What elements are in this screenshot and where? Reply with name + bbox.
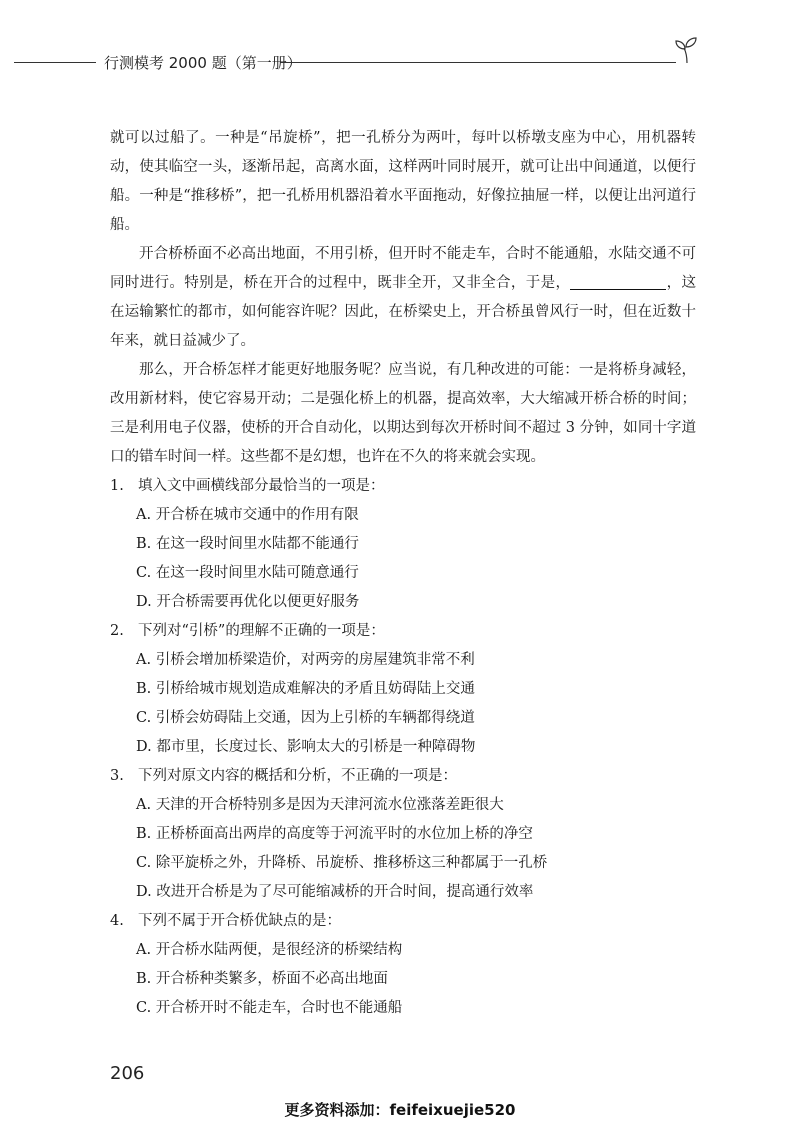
question-stem: 下列对“引桥”的理解不正确的一项是： xyxy=(138,623,385,639)
question-stem: 下列对原文内容的概括和分析，不正确的一项是： xyxy=(138,768,457,784)
header-rule-right xyxy=(280,62,676,63)
question-3 xyxy=(110,762,696,907)
option-a: A. 引桥会增加桥梁造价，对两旁的房屋建筑非常不利 xyxy=(136,652,475,668)
page-body xyxy=(110,124,696,1023)
paragraph: 就可以过船了。一种是“吊旋桥”，把一孔桥分为两叶，每叶以桥墩支座为中心，用机器转动，使其临空一头，逐渐吊起，高离水面，这样两叶同时展开，就可让出中间通道，以便行船。一种是“推移桥”，把一孔桥用机器沿着水平面拖动，好像拉抽屉一样，以便让出河道行船。 xyxy=(110,130,696,233)
question-4 xyxy=(110,907,696,1023)
option-c: C. 在这一段时间里水陆可随意通行 xyxy=(136,565,359,581)
option-b: B. 在这一段时间里水陆都不能通行 xyxy=(136,536,359,552)
option-d: D. 改进开合桥是为了尽可能缩减桥的开合时间，提高通行效率 xyxy=(136,884,534,900)
question-stem: 填入文中画横线部分最恰当的一项是： xyxy=(138,478,385,494)
paragraph-text-before-blank: 开合桥桥面不必高出地面，不用引桥，但开时不能走车，合时不能通船，水陆交通不可同时进行。特别是，桥在开合的过程中，既非全开，又非全合，于是， xyxy=(110,246,696,291)
page-number: 206 xyxy=(110,1063,145,1084)
running-header xyxy=(0,50,800,74)
option-c: C. 引桥会妨碍陆上交通，因为上引桥的车辆都得绕道 xyxy=(136,710,475,726)
question-number: 4. xyxy=(110,913,124,929)
paragraph: 那么，开合桥怎样才能更好地服务呢？应当说，有几种改进的可能：一是将桥身减轻，改用新材料，使它容易开动；二是强化桥上的机器，提高效率，大大缩减开桥合桥的时间；三是利用电子仪器，使桥的开合自动化，以期达到每次开桥时间不超过 3 分钟，如同十字道口的错车时间一样。这些都不是幻想，也许在不久的将来就会实现。 xyxy=(110,362,696,465)
option-b: B. 开合桥种类繁多，桥面不必高出地面 xyxy=(136,971,388,987)
paragraph-with-blank xyxy=(110,240,696,356)
sprout-icon xyxy=(674,36,700,64)
paragraph-text-after-blank: ，这在运输繁忙的都市，如何能容许呢？因此，在桥梁史上，开合桥虽曾风行一时，但在近数十年来，就日益减少了。 xyxy=(110,275,697,349)
question-stem: 下列不属于开合桥优缺点的是： xyxy=(138,913,341,929)
fill-in-blank xyxy=(570,272,666,290)
question-number: 2. xyxy=(110,623,124,639)
option-c: C. 除平旋桥之外，升降桥、吊旋桥、推移桥这三种都属于一孔桥 xyxy=(136,855,548,871)
question-2 xyxy=(110,617,696,762)
option-d: D. 都市里，长度过长、影响太大的引桥是一种障碍物 xyxy=(136,739,476,755)
footer-note: 更多资料添加：feifeixuejie520 xyxy=(284,1101,516,1119)
question-1 xyxy=(110,472,696,617)
question-number: 3. xyxy=(110,768,124,784)
option-a: A. 开合桥在城市交通中的作用有限 xyxy=(136,507,359,523)
option-a: A. 天津的开合桥特别多是因为天津河流水位涨落差距很大 xyxy=(136,797,504,813)
question-number: 1. xyxy=(110,478,124,494)
header-rule-left xyxy=(14,62,96,63)
option-b: B. 正桥桥面高出两岸的高度等于河流平时的水位加上桥的净空 xyxy=(136,826,533,842)
option-c: C. 开合桥开时不能走车，合时也不能通船 xyxy=(136,1000,403,1016)
option-d: D. 开合桥需要再优化以便更好服务 xyxy=(136,594,360,610)
option-b: B. 引桥给城市规划造成难解决的矛盾且妨碍陆上交通 xyxy=(136,681,475,697)
book-title: 行测模考 2000 题（第一册） xyxy=(104,54,302,72)
option-a: A. 开合桥水陆两便，是很经济的桥梁结构 xyxy=(136,942,403,958)
